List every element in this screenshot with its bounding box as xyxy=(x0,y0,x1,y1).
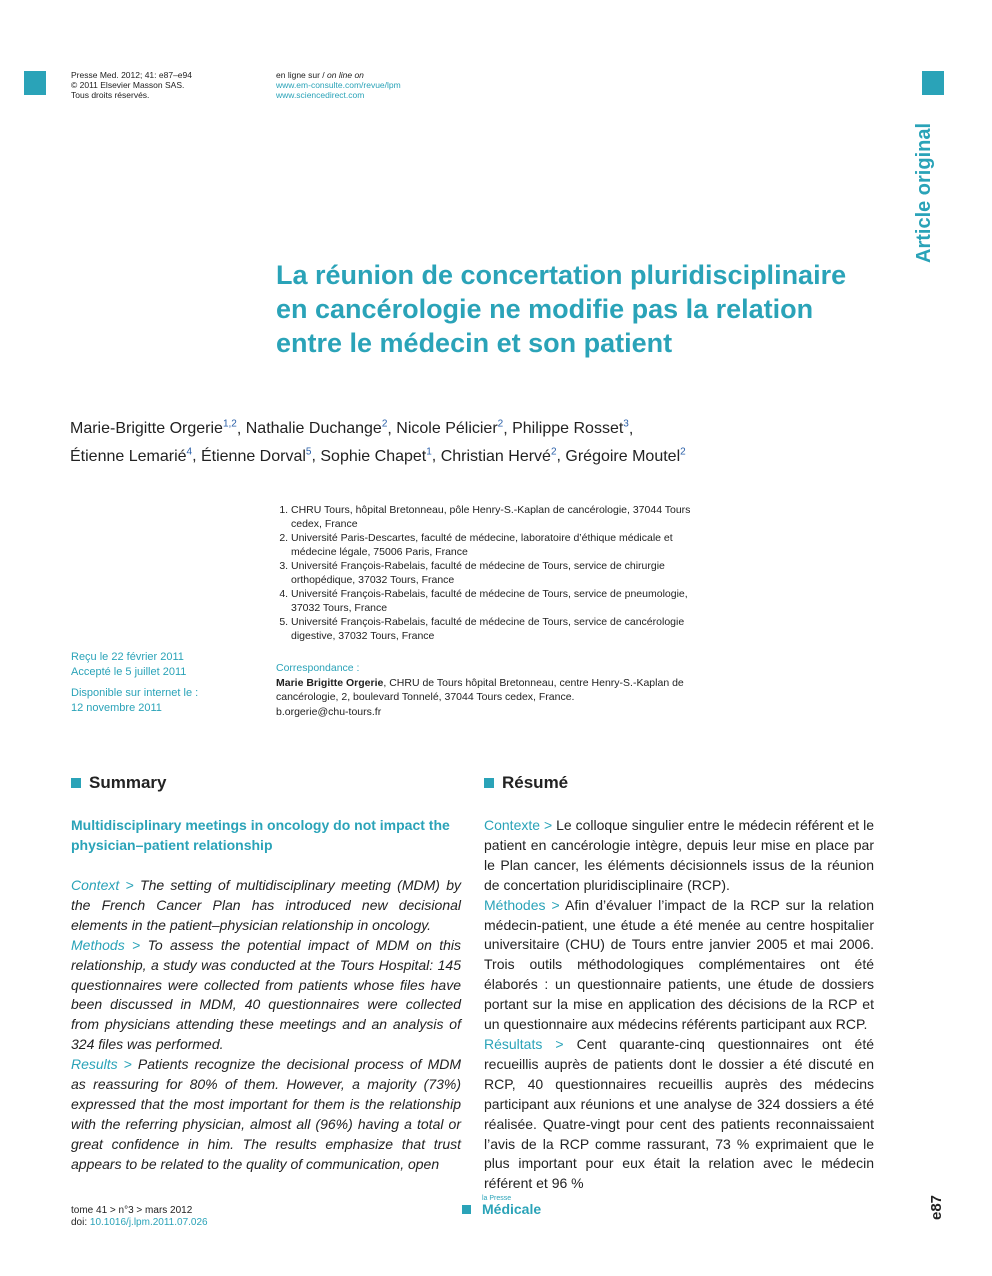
author-name: Étienne Lemarié$^4$ xyxy=(70,446,193,465)
online-info xyxy=(276,70,496,100)
correspondence-email[interactable]: b.orgerie@chu-tours.fr xyxy=(276,705,382,718)
author-affiliation-ref: 2 xyxy=(497,419,504,430)
affiliations xyxy=(276,503,706,643)
contexte-text: Le colloque singulier entre le médecin référent et le patient en cancérologie intègre, depuis leur mise en place par le Plan cancer, les éléments décisionnels issus de la réunion de concertation pluridisciplinaire (RCP). xyxy=(484,817,874,893)
affiliation-item: 2. Université Paris-Descartes, faculté de médecine, laboratoire d’éthique médicale et médecine légale, 75006 Paris, France xyxy=(291,531,706,559)
doi-link[interactable]: 10.1016/j.lpm.2011.07.026 xyxy=(89,1217,208,1228)
heading-square-icon xyxy=(484,778,494,788)
received-date: Reçu le 22 février 2011 xyxy=(71,651,184,663)
accepted-date: Accepté le 5 juillet 2011 xyxy=(71,665,187,678)
resultats-label: Résultats > xyxy=(484,1035,577,1052)
journal-line: Presse Med. 2012; 41: e87–e94 xyxy=(71,70,192,80)
author-list: Marie-Brigitte Orgerie$^{1,2}$, Nathalie Duchange$^2$, Nicole Pélicier$^2$, Philippe Rosset$^3$, Étienne Lemarié$^4$, Étienne Dorval$^5$, Sophie Chapet$^1$, Christian Hervé$^2$, Grégoire Moutel$^2$ xyxy=(70,419,686,465)
resultats-text: Cent quarante-cinq questionnaires ont été recueillis auprès de patients dont le dossier a été discuté en RCP, 40 questionnaires recueillis auprès des médecins participant aux réunions et une analyse de 324 dossiers a été réalisée. Quatre-vingt pour cent des patients reconnaissaient l’avis de la RCP comme rassurant, 73 % exprimaient que le plus important pour eux était la relation avec le médecin référent et 96 % xyxy=(484,1035,874,1192)
page-number: e87 xyxy=(928,1194,945,1220)
correspondence-label: Correspondance : xyxy=(276,662,360,674)
issue-info: tome 41 > n°3 > mars 2012 xyxy=(71,1205,193,1216)
affiliation-item: 1. CHRU Tours, hôpital Bretonneau, pôle Henry-S.-Kaplan de cancérologie, 37044 Tours cedex, France xyxy=(291,503,706,531)
methodes-text: Afin d’évaluer l’impact de la RCP sur la relation médecin-patient, une étude a été menée au centre hospitalier universitaire (CHU) de Tours entre janvier 2005 et mai 2006. Trois outils méthodologiques complémentaires ont été élaborés : un questionnaire patients, une étude de dossiers portant sur la mise en application des décisions de la RCP et un questionnaire aux médecins référents participant aux RCP. xyxy=(484,896,875,1033)
summary-heading: Summary xyxy=(71,773,166,793)
logo-text: Médicale xyxy=(482,1201,542,1217)
copyright: © 2011 Elsevier Masson SAS. xyxy=(71,80,185,90)
article-title: La réunion de concertation pluridisciplinaire en cancérologie ne modifie pas la relation entre le médecin et son patient xyxy=(276,260,847,358)
online-label: en ligne sur / on line on xyxy=(276,70,364,80)
correspondence xyxy=(276,661,706,719)
author-name: Sophie Chapet$^1$ xyxy=(320,446,432,465)
corner-square-left xyxy=(24,71,46,95)
author-name: Nathalie Duchange$^2$ xyxy=(245,419,388,438)
context-label: Context > xyxy=(71,877,141,893)
author-name: Christian Hervé$^2$ xyxy=(440,446,557,465)
context-text: The setting of multidisciplinary meeting (MDM) by the French Cancer Plan has introduced new decisional elements in the patient–physician relationship in oncology. xyxy=(71,877,461,933)
summary-body xyxy=(71,876,461,1175)
correspondence-name: Marie Brigitte Orgerie xyxy=(276,676,384,689)
author-affiliation-ref: 5 xyxy=(305,446,312,458)
online-date-label: Disponible sur internet le : xyxy=(71,687,199,699)
url-sciencedirect[interactable]: www.sciencedirect.com xyxy=(276,90,365,100)
methodes-label: Méthodes > xyxy=(484,896,566,913)
heading-square-icon xyxy=(71,778,81,788)
author-name: Nicole Pélicier$^2$ xyxy=(396,419,504,438)
author-name: Marie-Brigitte Orgerie$^{1,2}$ xyxy=(70,419,237,438)
journal-info xyxy=(71,70,251,100)
english-title: Multidisciplinary meetings in oncology do not impact the physician–patient relationship xyxy=(71,817,450,853)
methods-text: To assess the potential impact of MDM on this relationship, a study was conducted at the Tours Hospital: 145 questionnaires were collected from patients whose files have been discussed in MDM, 40 questionnaires were collected from physicians attending these meetings and an analysis of 324 files was performed. xyxy=(71,936,462,1053)
author-affiliation-ref: 3 xyxy=(623,419,629,430)
methods-label: Methods > xyxy=(71,936,148,953)
author-affiliation-ref: 2 xyxy=(381,419,388,430)
online-date: 12 novembre 2011 xyxy=(71,701,162,714)
results-text: Patients recognize the decisional process of MDM as reassuring for 80% of them. However, a majority (73%) expressed that the most important for them is the relationship with the referring physician, almost all (96%) having a total or great confidence in him. The results emphasize that trust appears to be related to the quality of communication, open xyxy=(71,1056,461,1172)
author-affiliation-ref: 1,2 xyxy=(222,419,237,430)
footer-info xyxy=(71,1205,208,1229)
author-affiliation-ref: 1 xyxy=(426,446,432,458)
affiliation-item: 5. Université François-Rabelais, faculté de médecine de Tours, service de cancérologie digestive, 37032 Tours, France xyxy=(291,615,706,643)
correspondence-address: Marie Brigitte Orgerie, CHRU de Tours hôpital Bretonneau, centre Henry-S.-Kaplan de cancérologie, 2, boulevard Tonnelé, 37044 Tours cedex, France. xyxy=(276,676,684,703)
corner-square-right xyxy=(922,71,944,95)
url-em-consulte[interactable]: www.em-consulte.com/revue/lpm xyxy=(276,80,401,90)
author-name: Philippe Rosset$^3$ xyxy=(512,419,629,438)
author-affiliation-ref: 2 xyxy=(550,446,557,458)
history-dates xyxy=(71,650,261,715)
logo-square-icon xyxy=(462,1205,471,1214)
contexte-label: Contexte > xyxy=(484,817,557,833)
logo-small-text: la Presse xyxy=(482,1195,512,1202)
resume-heading: Résumé xyxy=(484,773,568,793)
affiliation-item: 3. Université François-Rabelais, faculté de médecine de Tours, service de chirurgie orthopédique, 37032 Tours, France xyxy=(291,559,706,587)
author-name: Grégoire Moutel$^2$ xyxy=(565,446,686,465)
resume-body xyxy=(484,816,874,1194)
author-name: Étienne Dorval$^5$ xyxy=(200,446,312,465)
author-affiliation-ref: 4 xyxy=(186,446,193,458)
results-label: Results > xyxy=(71,1056,138,1073)
doi: doi: 10.1016/j.lpm.2011.07.026 xyxy=(71,1217,208,1228)
article-type: Article original xyxy=(913,122,935,263)
rights: Tous droits réservés. xyxy=(71,90,150,100)
author-affiliation-ref: 2 xyxy=(680,446,686,458)
affiliation-item: 4. Université François-Rabelais, faculté de médecine de Tours, service de pneumologie, 37032 Tours, France xyxy=(291,587,706,615)
